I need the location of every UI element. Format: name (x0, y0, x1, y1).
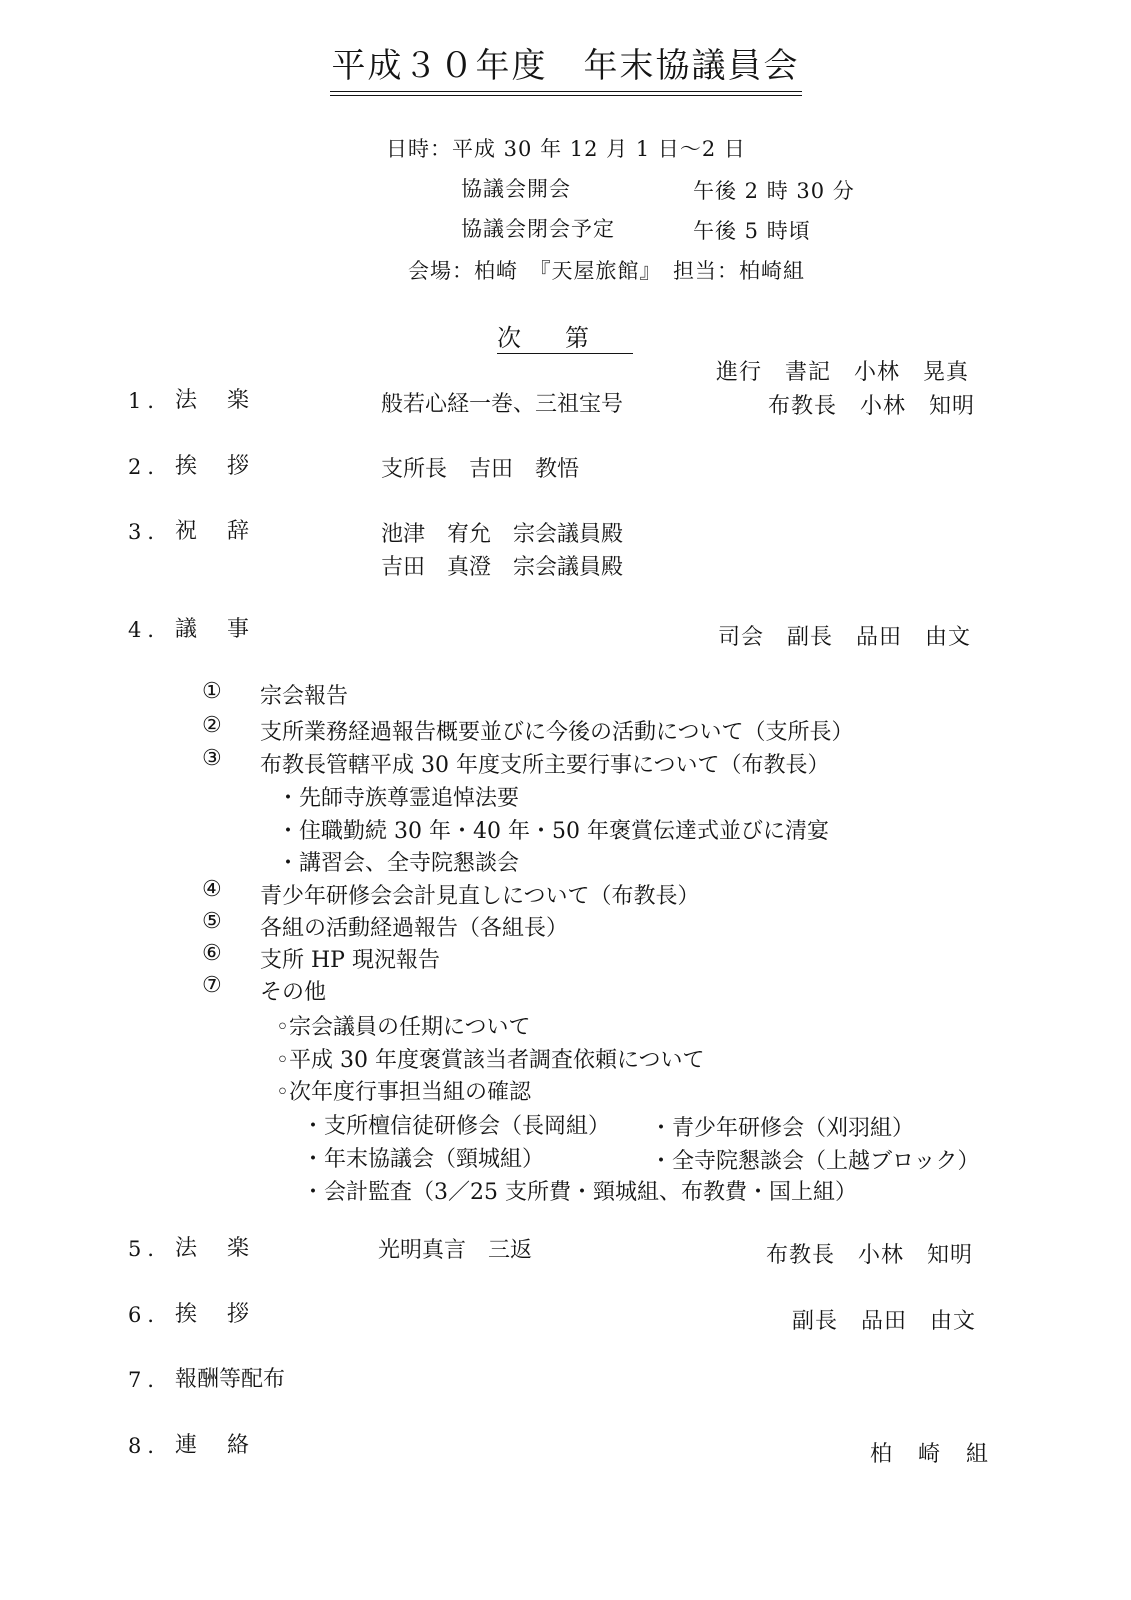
item-label: 祝 辞 (175, 519, 254, 544)
item-content-2: 吉田 真澄 宗会議員殿 (381, 555, 624, 580)
schedule-close-label: 協議会閉会予定 (461, 217, 615, 241)
agenda-sub-item: ・先師寺族尊霊追悼法要 (277, 786, 520, 811)
agenda-text: 支所業務経過報告概要並びに今後の活動について（支所長） (260, 720, 854, 745)
schedule-open-label: 協議会開会 (461, 177, 571, 201)
page-title (0, 38, 1131, 92)
item-person: 布教長 小林 知明 (768, 394, 976, 419)
agenda-mark: ④ (202, 877, 222, 902)
item-number: 8． (128, 1434, 175, 1458)
agenda-text: その他 (260, 980, 327, 1005)
item-person: 副長 品田 由文 (792, 1309, 977, 1334)
item-number: 1． (128, 389, 175, 413)
item-number: 2． (128, 455, 175, 479)
agenda-text: 各組の活動経過報告（各組長） (260, 916, 569, 941)
agenda-mark: ③ (202, 746, 222, 771)
agenda-text: 青少年研修会会計見直しについて（布教長） (260, 884, 700, 909)
agenda-other-item: ◦平成 30 年度褒賞該当者調査依頼について (276, 1048, 705, 1073)
agenda-mark: ⑥ (202, 941, 222, 966)
item-label: 法 楽 (175, 388, 254, 413)
item-content: 池津 宥允 宗会議員殿 (381, 522, 624, 547)
item-content: 光明真言 三返 (378, 1238, 533, 1263)
item-content: 支所長 吉田 教悟 (381, 457, 580, 482)
agenda-text: 宗会報告 (260, 684, 349, 709)
item-number: 3． (128, 520, 175, 544)
schedule-datetime: 日時：平成 30 年 12 月 1 日～2 日 (386, 137, 746, 161)
item-person: 司会 副長 品田 由文 (718, 625, 972, 650)
item-label: 連 絡 (175, 1433, 254, 1458)
assignment-item: ・年末協議会（頸城組） (302, 1147, 545, 1172)
item-label: 挨 拶 (175, 1302, 254, 1327)
agenda-mark: ⑤ (202, 909, 222, 934)
item-number: 7． (128, 1368, 175, 1392)
item-number: 6． (128, 1303, 175, 1327)
agenda-mark: ⑦ (202, 973, 222, 998)
item-person: 柏 崎 組 (870, 1442, 991, 1467)
item-label: 法 楽 (175, 1236, 254, 1261)
agenda-text: 布教長管轄平成 30 年度支所主要行事について（布教長） (260, 753, 830, 778)
schedule-open-time: 午後 2 時 30 分 (693, 179, 855, 203)
section-title: 次第 (497, 318, 633, 354)
agenda-sub-item: ・講習会、全寺院懇談会 (277, 851, 520, 876)
assignment-item: ・全寺院懇談会（上越ブロック） (650, 1149, 980, 1174)
item-label: 挨 拶 (175, 454, 254, 479)
agenda-text: 支所 HP 現況報告 (260, 948, 440, 973)
agenda-mark: ① (202, 679, 222, 704)
item-label: 報酬等配布 (175, 1367, 286, 1392)
item-number: 5． (128, 1237, 175, 1261)
schedule-venue: 会場：柏崎 『天屋旅館』 担当：柏崎組 (408, 259, 805, 283)
item-content: 般若心経一巻、三祖宝号 (381, 392, 624, 417)
assignment-item: ・支所檀信徒研修会（長岡組） (302, 1114, 611, 1139)
agenda-other-item: ◦宗会議員の任期について (276, 1015, 531, 1040)
item-person: 布教長 小林 知明 (766, 1243, 974, 1268)
assignment-item: ・会計監査（3／25 支所費・頸城組、布教費・国上組） (302, 1180, 857, 1205)
assignment-item: ・青少年研修会（刈羽組） (650, 1116, 915, 1141)
schedule-close-time: 午後 5 時頃 (693, 219, 811, 243)
agenda-other-item: ◦次年度行事担当組の確認 (276, 1080, 531, 1105)
agenda-sub-item: ・住職勤続 30 年・40 年・50 年褒賞伝達式並びに清宴 (277, 819, 829, 844)
agenda-mark: ② (202, 713, 222, 738)
item-number: 4． (128, 618, 175, 642)
item-label: 議 事 (175, 617, 254, 642)
moderator: 進行 書記 小林 晃真 (716, 360, 970, 385)
page-title-text: 平成３０年度 年末協議員会 (330, 38, 802, 92)
